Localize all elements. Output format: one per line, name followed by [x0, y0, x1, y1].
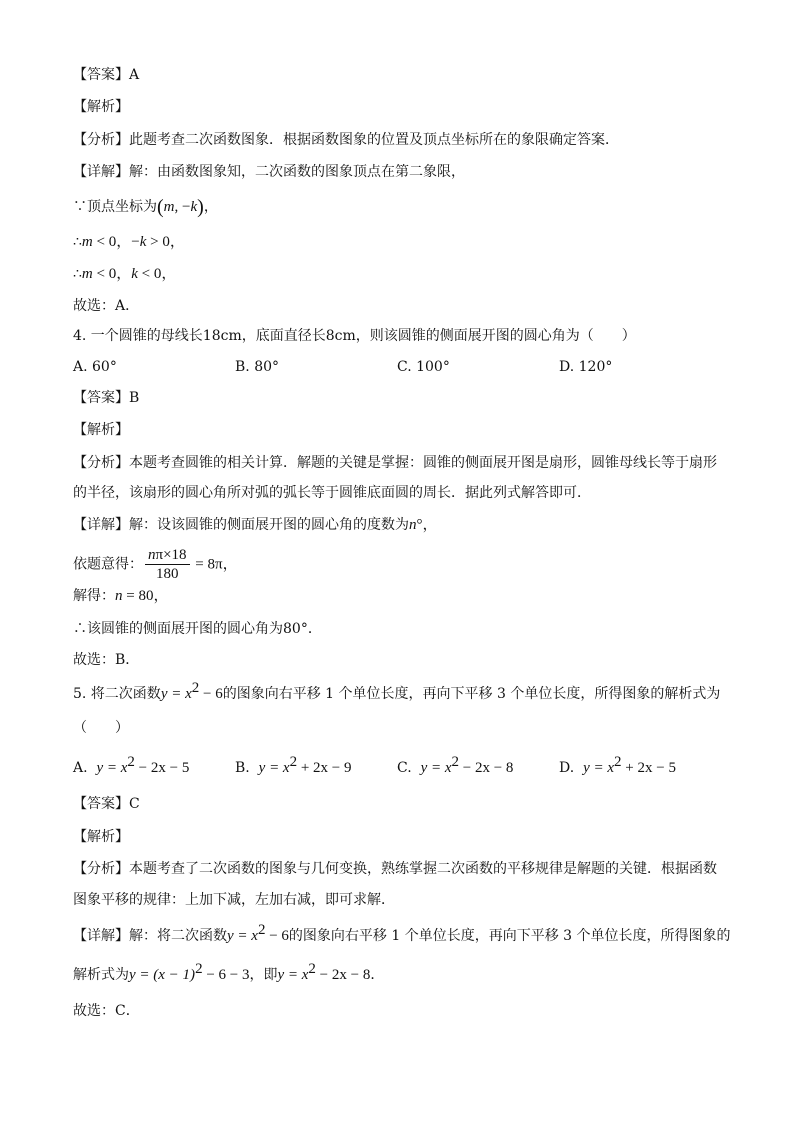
q5-xj2-prefix: 解析式为 — [73, 967, 129, 983]
q5-xj-suffix: 的图象向右平移 1 个单位长度，再向下平移 3 个单位长度，所得图象的 — [288, 928, 731, 944]
q5-option-b-sq: 2 — [289, 754, 298, 770]
q3-choose: 故选：A． — [73, 298, 140, 314]
q5-stem-sq: 2 — [191, 680, 200, 696]
q3-vertex-k: k — [190, 199, 198, 215]
q3-ineq1-mid: < 0，− — [92, 234, 140, 250]
q5-option-a-label: A. — [73, 760, 88, 776]
q5-option-d — [559, 754, 676, 778]
q4-fenxi-2: 的半径，该扇形的圆心角所对弧的弧长等于圆锥底面圆的周长．据此列式解答即可． — [73, 485, 591, 501]
q3-therefore-2: ∴ — [73, 266, 82, 282]
q3-vertex-prefix: ∵顶点坐标为 — [73, 199, 157, 215]
q5-fenxi-2: 图象平移的规律：上加下减，左加右减，即可求解． — [73, 892, 395, 908]
q4-option-d: D. 120° — [559, 359, 613, 375]
q5-stem-func-tail: − 6 — [199, 686, 223, 702]
q3-ineq1-end: > 0， — [146, 234, 185, 250]
q4-solve-n: n — [115, 588, 123, 604]
q4-solve-prefix: 解得： — [73, 588, 115, 604]
q5-xj2-final-func: y = x — [277, 967, 309, 983]
q4-eq-prefix: 依题意得： — [73, 556, 143, 573]
q5-fenxi-1: 【分析】本题考查了二次函数的图象与几何变换，熟练掌握二次函数的平移规律是解题的关键．根据函数 — [73, 861, 717, 877]
q3-ineq2-end: < 0， — [137, 266, 177, 282]
q4-choose: 故选：B． — [73, 652, 140, 668]
q4-option-a: A. 60° — [73, 359, 117, 375]
q5-option-b-label: B. — [235, 760, 250, 776]
q5-option-c — [397, 754, 514, 778]
q5-stem-line-2: （ ） — [73, 720, 129, 736]
q5-xj2-final-tail: − 2x − 8 — [315, 967, 371, 983]
q3-fenxi: 【分析】此题考查二次函数图象．根据函数图象的位置及顶点坐标所在的象限确定答案． — [73, 132, 619, 148]
q4-xiangjie — [73, 515, 438, 535]
q5-option-b-tail: + 2x − 9 — [297, 760, 352, 776]
q5-option-b — [235, 754, 352, 778]
q5-analysis-head: 【解析】 — [73, 829, 129, 845]
q4-fenxi-1: 【分析】本题考查圆锥的相关计算．解题的关键是掌握：圆锥的侧面展开图是扇形，圆锥母线长等于扇形 — [73, 455, 717, 471]
q5-option-d-tail: + 2x − 5 — [621, 760, 676, 776]
q3-ineq-line-1 — [73, 232, 185, 252]
q3-ineq2-k: k — [131, 266, 138, 282]
q5-xj-func: y = x — [227, 928, 258, 944]
q5-xj2-mid: ，即 — [249, 967, 278, 983]
q5-option-c-expr: y = x — [420, 760, 452, 776]
q5-option-d-expr: y = x — [583, 760, 615, 776]
q4-frac-num-rest: π×18 — [155, 547, 187, 563]
q4-xiangjie-suffix: °， — [416, 517, 438, 533]
q4-eq-rhs: = 8π， — [191, 556, 238, 573]
q4-analysis-head: 【解析】 — [73, 422, 129, 438]
q5-option-c-label: C. — [397, 760, 412, 776]
q3-ineq1-k: k — [139, 234, 147, 250]
q5-stem-suffix: 的图象向右平移 1 个单位长度，再向下平移 3 个单位长度，所得图象的解析式为 — [222, 686, 721, 702]
q5-xiangjie-line-2 — [73, 961, 385, 985]
q5-xj-sq: 2 — [257, 922, 266, 938]
q3-ineq1-m: m — [81, 234, 93, 250]
q3-vertex-sep: , − — [174, 199, 191, 215]
q5-xj2-expr: y = — [129, 967, 154, 983]
q5-stem-line-1 — [73, 680, 721, 704]
q3-analysis-head: 【解析】 — [73, 99, 129, 115]
q3-vertex-line: ∵顶点坐标为(m, −k)， — [73, 196, 218, 218]
q4-stem: 4. 一个圆锥的母线长18cm，底面直径长8cm，则该圆锥的侧面展开图的圆心角为（ ） — [73, 328, 636, 344]
q5-option-a — [73, 754, 190, 778]
q5-option-c-sq: 2 — [451, 754, 460, 770]
q3-xiangjie: 【详解】解：由函数图象知，二次函数的图象顶点在第二象限， — [73, 164, 465, 180]
q5-xj2-tail: − 6 − 3 — [202, 967, 250, 983]
q4-solve — [73, 586, 168, 606]
q5-option-d-label: D. — [559, 760, 575, 776]
q5-option-a-sq: 2 — [127, 754, 135, 770]
q5-option-a-tail: − 2x − 5 — [134, 760, 190, 776]
q3-therefore-1: ∴ — [73, 234, 82, 250]
q4-option-c: C. 100° — [397, 359, 450, 375]
q5-xj-prefix: 【详解】解：将二次函数 — [73, 928, 227, 944]
q4-option-b: B. 80° — [235, 359, 280, 375]
q5-option-c-tail: − 2x − 8 — [459, 760, 514, 776]
q3-vertex-suffix: ， — [203, 199, 218, 215]
q3-answer: 【答案】A — [73, 67, 140, 83]
q5-option-a-expr: y = x — [96, 760, 128, 776]
q5-stem-func: y = x — [160, 686, 192, 702]
q4-xiangjie-prefix: 【详解】解：设该圆锥的侧面展开图的圆心角的度数为 — [73, 517, 409, 533]
q5-xj2-end: ． — [370, 967, 385, 983]
q4-answer: 【答案】B — [73, 390, 140, 406]
q4-conclusion: ∴该圆锥的侧面展开图的圆心角为80°． — [73, 621, 322, 637]
q5-xj-func-tail: − 6 — [265, 928, 289, 944]
q4-solve-rest: = 80， — [122, 588, 169, 604]
q4-xiangjie-n: n — [409, 517, 417, 533]
q4-equation — [73, 546, 238, 583]
q5-xj2-sq1: 2 — [195, 961, 203, 977]
q5-choose: 故选：C． — [73, 1003, 140, 1019]
q3-vertex-m: m — [163, 199, 175, 215]
q4-frac-num-n: n — [148, 547, 156, 563]
q5-xj2-paren: (x − 1) — [153, 967, 196, 983]
q5-option-b-expr: y = x — [258, 760, 290, 776]
q5-stem-prefix: 5. 将二次函数 — [73, 686, 161, 702]
q5-answer: 【答案】C — [73, 796, 140, 812]
q4-fraction — [145, 546, 190, 583]
q5-xj2-sq2: 2 — [308, 961, 316, 977]
q5-option-d-sq: 2 — [614, 754, 622, 770]
q3-ineq-line-2 — [73, 264, 176, 284]
q3-ineq2-mid: < 0， — [92, 266, 132, 282]
q4-frac-den: 180 — [156, 566, 179, 582]
q5-xiangjie-line-1 — [73, 922, 731, 946]
q3-ineq2-m: m — [81, 266, 93, 282]
